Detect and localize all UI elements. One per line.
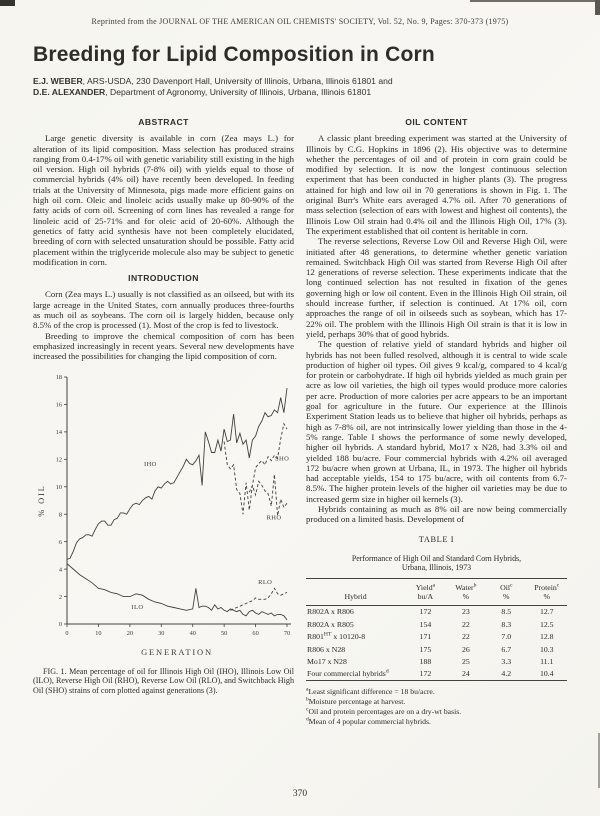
reprint-line: Reprinted from the JOURNAL OF THE AMERICAN OIL CHEMISTS' SOCIETY, Vol. 52, No. 9, Pages: 370-373 (1975) — [91, 17, 509, 26]
x-tick-label: 50 — [220, 629, 228, 637]
scan-artifact-top-edge — [470, 0, 600, 2]
column-header-yield: Yield$^a$ bu/A — [405, 578, 445, 605]
author-line-2 — [33, 87, 567, 98]
x-tick-label: 0 — [65, 629, 69, 637]
y-tick-label: 12 — [55, 456, 62, 464]
table-row: R802A x R805 154 22 8.3 12.5 — [307, 619, 554, 629]
introduction-heading: INTRODUCTION — [128, 273, 199, 284]
table-1-footnotes — [306, 687, 567, 726]
table-footnote: $^b$Moisture percentage at harvest. — [306, 696, 406, 707]
series-RLO-line — [230, 588, 287, 610]
page-number: 370 — [292, 789, 308, 799]
table-row: Mo17 x N28 188 25 3.3 11.1 — [307, 656, 554, 666]
y-tick-label: 4 — [58, 565, 62, 573]
x-tick-label: 60 — [252, 629, 259, 637]
author-line-1 — [33, 76, 567, 87]
article-title: Breeding for Lipid Composition in Corn — [33, 43, 435, 66]
table-row: R802A x R806 172 23 8.5 12.7 — [307, 607, 554, 617]
table-1-title — [306, 554, 567, 573]
figure-1-caption: FIG. 1. Mean percentage of oil for Illinois High Oil (IHO), Illinois Low Oil (ILO), Reverse High Oil (RHO), Reverse Low Oil (RLO), and Switchback High Oil (SHO) strains of corn plotted against generations (3). — [33, 666, 294, 695]
table-1 — [306, 578, 567, 681]
abstract-heading: ABSTRACT — [138, 117, 189, 127]
y-axis-title: % OIL — [36, 483, 46, 517]
y-tick-label: 2 — [58, 593, 62, 601]
introduction-paragraph: Breeding to improve the chemical composition of corn has been emphasized increasingly in recent years. Several new developments have increased the possibilities for changing the lipid composition of corn. — [33, 330, 294, 362]
y-tick-label: 10 — [55, 483, 62, 491]
x-tick-label: 30 — [158, 629, 165, 637]
author-affiliation: , Department of Agronomy, University of Illinois, Urbana, Illinois 61801 — [105, 87, 372, 97]
oil-content-paragraph: The reverse selections, Reverse Low Oil and Reverse High Oil, were initiated after 48 generations, to determine whether genetic variation remained. Switchback High Oil was started from Reverse High Oil after 12 generations of reverse selection. These experiments indicate that the long continued selection has not resulted in fixation of the genes governing high or low oil content. Even in the Illinois High Oil strain, oil should increase further, if selection is continued. At 17% oil, corn approaches the range of oil in oilseeds such as soybean, which has 17-22% oil. The problem with the Illinois High Oil strain is that it is low in yield, perhaps 30% that of good hybrids. — [306, 236, 567, 339]
series-label-ILO: ILO — [131, 603, 144, 611]
x-tick-label: 10 — [95, 629, 102, 637]
series-RHO-line — [224, 441, 290, 515]
column-header-water: Water$^b$ % — [446, 578, 486, 605]
two-column-body — [33, 111, 567, 727]
table-footnote: $^c$Oil and protein percentages are on a dry-wt basis. — [306, 706, 462, 716]
oil-content-paragraph: A classic plant breeding experiment was started at the University of Illinois by C.G. Hopkins in 1896 (2). His objective was to determine whether the percentages of oil and of protein in corn grain could be modified by selection. It is now the longest continuous selection experiment that has been conducted in higher plants (3). The progress attained for high and low oil in 70 generations is shown in Fig. 1. The original Burr's White ears averaged 4.7% oil. After 70 generations of mass selection (selection of ears with lowest and highest oil contents), the Illinois Low Oil strain had 0.4% oil and the Illinois High Oil, 17% (3). The experiment established that oil content is heritable in corn. — [306, 133, 567, 236]
x-tick-label: 20 — [126, 629, 134, 637]
table-footnote: $^d$Mean of 4 popular commercial hybrids. — [306, 716, 431, 726]
figure-1 — [33, 368, 294, 696]
y-tick-label: 14 — [55, 428, 62, 436]
left-column — [33, 111, 294, 727]
y-tick-label: 16 — [55, 401, 62, 409]
table-1-title-line: Performance of High Oil and Standard Corn Hybrids, — [351, 553, 522, 563]
series-IHO-line — [67, 388, 290, 560]
scan-artifact-top-right — [595, 0, 600, 15]
right-column — [306, 111, 567, 727]
oil-content-paragraph: Hybrids containing as much as 8% oil are now being commercially produced on a limited basis. Development of — [306, 503, 567, 525]
table-1-label: TABLE I — [418, 534, 455, 544]
table-footnote: $^a$Least significant difference = 18 bu/acre. — [306, 686, 435, 697]
series-ILO-line — [67, 563, 287, 619]
author-affiliation: , ARS-USDA, 230 Davenport Hall, University of Illinois, Urbana, Illinois 61801 and — [82, 76, 393, 86]
table-row: $R801^{HT}$ x 10120-8 171 22 7.0 12.8 — [307, 631, 554, 642]
series-label-RHO: RHO — [266, 514, 282, 522]
y-tick-label: 18 — [55, 373, 62, 381]
column-header-protein: Protein$^c$ % — [527, 578, 567, 605]
series-label-IHO: IHO — [144, 460, 157, 468]
introduction-paragraph: Corn (Zea mays L.) usually is not classified as an oilseed, but with its large acreage in the United States, corn annually produces three-fourths as much oil as soybeans. The corn oil is largely hidden, because only 8.5% of the crop is processed (1). Most of the crop is fed to livestock. — [33, 289, 294, 331]
abstract-text: Large genetic diversity is available in corn (Zea mays L.) for alteration of its lipid composition. Mass selection has produced strains ranging from 0.4-17% oil with genetic variability still existing in the high oil version. High oil hybrids (7-8% oil) with yields equal to those of commercial hybrids (4% oil) have recently been developed. In feeding trials at the University of Minnesota, pigs made more efficient gains on high oil corn. Oleic and linoleic acids usually make up 80-90% of the fatty acids of corn oil. Screening of corn lines has revealed a range for linoleic acid of 25-71% and for oleic acid of 20-60%. Although the genetics of fatty acid synthesis have not been completely elucidated, breeding of corn with selected unsaturation should be possible. Fatty acid placement within the triglyceride molecule also may be subject to genetic modification in corn. — [33, 133, 294, 267]
author-name: D.E. ALEXANDER — [33, 87, 106, 97]
y-tick-label: 0 — [58, 620, 62, 628]
scan-artifact-top-left — [0, 0, 15, 6]
figure-1-chart — [33, 368, 294, 664]
y-tick-label: 6 — [58, 538, 62, 546]
oil-content-heading: OIL CONTENT — [405, 117, 468, 127]
table-row: Four commercial hybrids$^d$ 172 24 4.2 10.4 — [307, 668, 554, 679]
series-label-RLO: RLO — [258, 578, 273, 586]
author-block — [33, 76, 567, 98]
author-name: E.J. WEBER — [33, 76, 83, 86]
series-label-SHO: SHO — [275, 455, 290, 463]
table-1-block — [306, 535, 567, 727]
table-1-header — [306, 578, 567, 605]
column-header-oil: Oil$^c$ % — [486, 578, 526, 605]
y-tick-label: 8 — [58, 510, 62, 518]
column-header-hybrid: Hybrid — [306, 578, 405, 605]
x-axis-title: GENERATION — [141, 646, 213, 657]
x-tick-label: 70 — [283, 629, 291, 637]
oil-content-paragraph: The question of relative yield of standard hybrids and higher oil hybrids has not been fulled resolved, although it is central to wide scale production of higher oil types. Oil gives 9 kcal/g, compared to 4 kcal/g for protein or carbohydrate. If high oil hybrids yielded as much grain per acre as low oil varieties, the high oil types would produce more calories per acre. Production of more calories per acre appears to be an important goal for agriculture in the future. Our experience at the Illinois Experiment Station leads us to believe that higher oil hybrids, perhaps as high as 7-8% oil, are not intrinsically lower yielding than those in the 4-5% range. Table I shows the performance of some newly developed, higher oil hybrids. A standard hybrid, Mo17 x N28, had 3.3% oil and yielded 188 bu/acre. Four commercial hybrids with 4.2% oil averaged 172 bu/acre when grown at Urbana, IL, in 1973. The higher oil hybrids had acceptable yields, 154 to 175 bu/acre, with oil contents from 6.7-8.5%. The higher protein levels of the higher oil varieties may be due to increased germ size in higher oil kernels (3). — [306, 339, 567, 504]
table-1-title-line: Urbana, Illinois, 1973 — [401, 563, 472, 573]
x-tick-label: 40 — [189, 629, 196, 637]
table-row: R806 x N28 175 26 6.7 10.3 — [307, 644, 554, 654]
